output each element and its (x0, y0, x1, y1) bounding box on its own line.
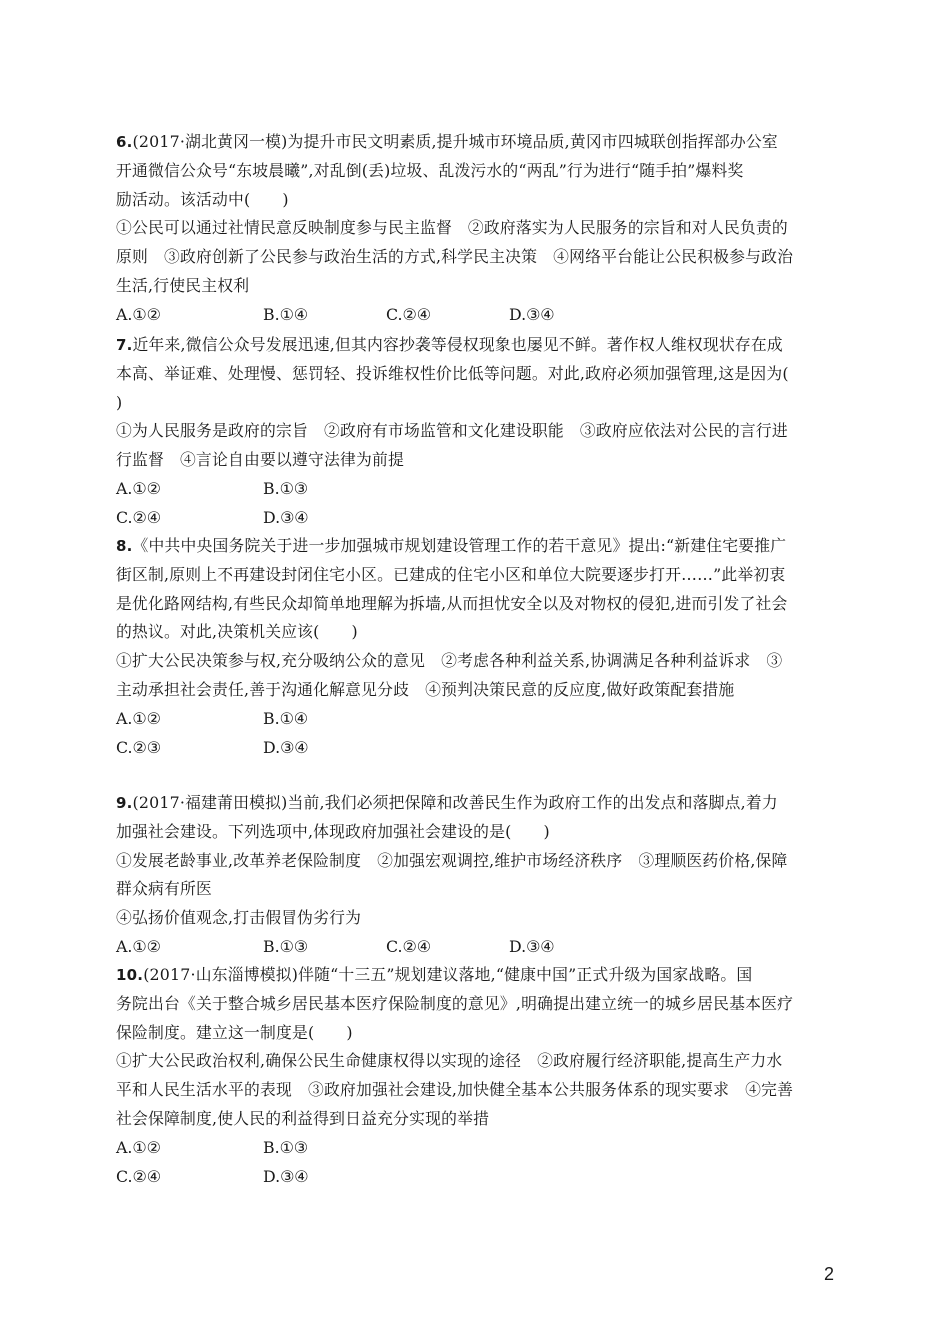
stem-line (116, 818, 838, 847)
answer-option: D.③④ (509, 936, 555, 956)
stem-line (116, 446, 838, 475)
answer-option: A.①② (116, 708, 161, 728)
stem-text: ) (116, 392, 123, 412)
stem-text: 原则 ③政府创新了公民参与政治生活的方式,科学民主决策 ④网络平台能让公民积极参与政治 (116, 247, 794, 267)
stem-text: 近年来,微信公众号发展迅速,但其内容抄袭等侵权现象也屡见不鲜。著作权人维权现状存在成 (132, 335, 783, 354)
answer-option: B.①④ (263, 708, 308, 728)
answer-option: D.③④ (263, 737, 309, 757)
stem-text: 主动承担社会责任,善于沟通化解意见分歧 ④预判决策民意的反应度,做好政策配套措施 (116, 679, 735, 699)
stem-line (116, 647, 838, 676)
stem-text: ①扩大公民政治权利,确保公民生命健康权得以实现的途径 ②政府履行经济职能,提高生产力水 (116, 1051, 783, 1071)
question-10 (116, 961, 838, 1191)
stem-text: 平和人民生活水平的表现 ③政府加强社会建设,加快健全基本公共服务体系的现实要求 ④完善 (116, 1080, 794, 1100)
option-row (116, 734, 838, 763)
stem-line (116, 676, 838, 705)
stem-text: 社会保障制度,使人民的利益得到日益充分实现的举措 (116, 1108, 490, 1128)
answer-option: D.③④ (263, 507, 309, 527)
answer-option: C.②④ (116, 1166, 161, 1186)
stem-line (116, 389, 838, 418)
page-number: 2 (823, 1264, 834, 1284)
stem-text: (2017·福建莆田模拟)当前,我们必须把保障和改善民生作为政府工作的出发点和落脚点,着力 (132, 793, 778, 812)
question-stem (116, 128, 838, 301)
stem-text: 励活动。该活动中( ) (116, 189, 289, 209)
stem-text: ①扩大公民决策参与权,充分吸纳公众的意见 ②考虑各种利益关系,协调满足各种利益诉求 ③ (116, 651, 783, 671)
question-number: 6. (116, 133, 133, 151)
question-stem (116, 789, 838, 933)
answer-option: A.①② (116, 478, 161, 498)
question-stem (116, 961, 838, 1134)
stem-line (116, 789, 838, 818)
stem-text: ④弘扬价值观念,打击假冒伪劣行为 (116, 908, 362, 928)
stem-text: 《中共中央国务院关于进一步加强城市规划建设管理工作的若干意见》提出:“新建住宅要推广 (132, 536, 787, 555)
stem-line (116, 186, 838, 215)
answer-option: B.①③ (263, 478, 308, 498)
stem-line (116, 417, 838, 446)
question-9 (116, 789, 838, 962)
question-stem (116, 532, 838, 705)
answer-option: A.①② (116, 304, 161, 324)
question-number: 9. (116, 794, 133, 812)
stem-line (116, 214, 838, 243)
answer-option: A.①② (116, 936, 161, 956)
stem-text: ①为人民服务是政府的宗旨 ②政府有市场监管和文化建设职能 ③政府应依法对公民的言行进 (116, 421, 788, 441)
answer-option: C.②④ (386, 936, 431, 956)
option-row (116, 705, 838, 734)
stem-text: 开通微信公众号“东坡晨曦”,对乱倒(丢)垃圾、乱泼污水的“两乱”行为进行“随手拍”爆料奖 (116, 160, 744, 180)
stem-line (116, 331, 838, 360)
stem-line (116, 590, 838, 619)
stem-line (116, 1105, 838, 1134)
answer-option: D.③④ (509, 304, 555, 324)
option-row (116, 1163, 838, 1192)
stem-text: 的热议。对此,决策机关应该( ) (116, 622, 358, 642)
stem-line (116, 532, 838, 561)
stem-text: 群众病有所医 (116, 879, 212, 899)
stem-text: 务院出台《关于整合城乡居民基本医疗保险制度的意见》,明确提出建立统一的城乡居民基本医疗 (116, 993, 794, 1013)
stem-text: ①公民可以通过社情民意反映制度参与民主监督 ②政府落实为人民服务的宗旨和对人民负责的 (116, 218, 788, 238)
stem-line (116, 128, 838, 157)
answer-option: B.①④ (263, 304, 308, 324)
question-number: 8. (116, 537, 133, 555)
option-row (116, 301, 838, 330)
stem-line (116, 875, 838, 904)
question-number: 7. (116, 336, 133, 354)
stem-text: (2017·湖北黄冈一模)为提升市民文明素质,提升城市环境品质,黄冈市四城联创指挥部办公室 (132, 132, 778, 151)
stem-text: (2017·山东淄博模拟)伴随“十三五”规划建议落地,“健康中国”正式升级为国家战略。国 (143, 965, 753, 984)
stem-line (116, 961, 838, 990)
question-6 (116, 128, 838, 330)
question-number: 10. (116, 966, 144, 984)
stem-line (116, 904, 838, 933)
stem-line (116, 561, 838, 590)
stem-text: 本高、举证难、处理慢、惩罚轻、投诉维权性价比低等问题。对此,政府必须加强管理,这是因为( (116, 363, 789, 383)
stem-line (116, 157, 838, 186)
stem-line (116, 1076, 838, 1105)
stem-line (116, 990, 838, 1019)
stem-text: 生活,行使民主权利 (116, 275, 250, 295)
answer-option: C.②④ (116, 507, 161, 527)
question-stem (116, 331, 838, 475)
option-row (116, 1134, 838, 1163)
stem-text: 街区制,原则上不再建设封闭住宅小区。已建成的住宅小区和单位大院要逐步打开……”此举初衷 (116, 564, 786, 584)
stem-line (116, 847, 838, 876)
option-row (116, 475, 838, 504)
question-8 (116, 532, 838, 762)
stem-line (116, 243, 838, 272)
stem-line (116, 1047, 838, 1076)
stem-line (116, 360, 838, 389)
answer-option: D.③④ (263, 1166, 309, 1186)
answer-option: C.②④ (386, 304, 431, 324)
stem-text: 保险制度。建立这一制度是( ) (116, 1022, 353, 1042)
stem-line (116, 1019, 838, 1048)
answer-option: A.①② (116, 1137, 161, 1157)
option-row (116, 504, 838, 533)
stem-text: 行监督 ④言论自由要以遵守法律为前提 (116, 450, 404, 470)
answer-option: B.①③ (263, 1137, 308, 1157)
answer-option: B.①③ (263, 936, 308, 956)
question-7 (116, 331, 838, 533)
stem-line (116, 618, 838, 647)
stem-text: 是优化路网结构,有些民众却简单地理解为拆墙,从而担忧安全以及对物权的侵犯,进而引发了社会 (116, 593, 788, 613)
stem-line (116, 272, 838, 301)
stem-text: 加强社会建设。下列选项中,体现政府加强社会建设的是( ) (116, 821, 550, 841)
answer-option: C.②③ (116, 737, 161, 757)
option-row (116, 933, 838, 962)
stem-text: ①发展老龄事业,改革养老保险制度 ②加强宏观调控,维护市场经济秩序 ③理顺医药价格,保障 (116, 850, 788, 870)
